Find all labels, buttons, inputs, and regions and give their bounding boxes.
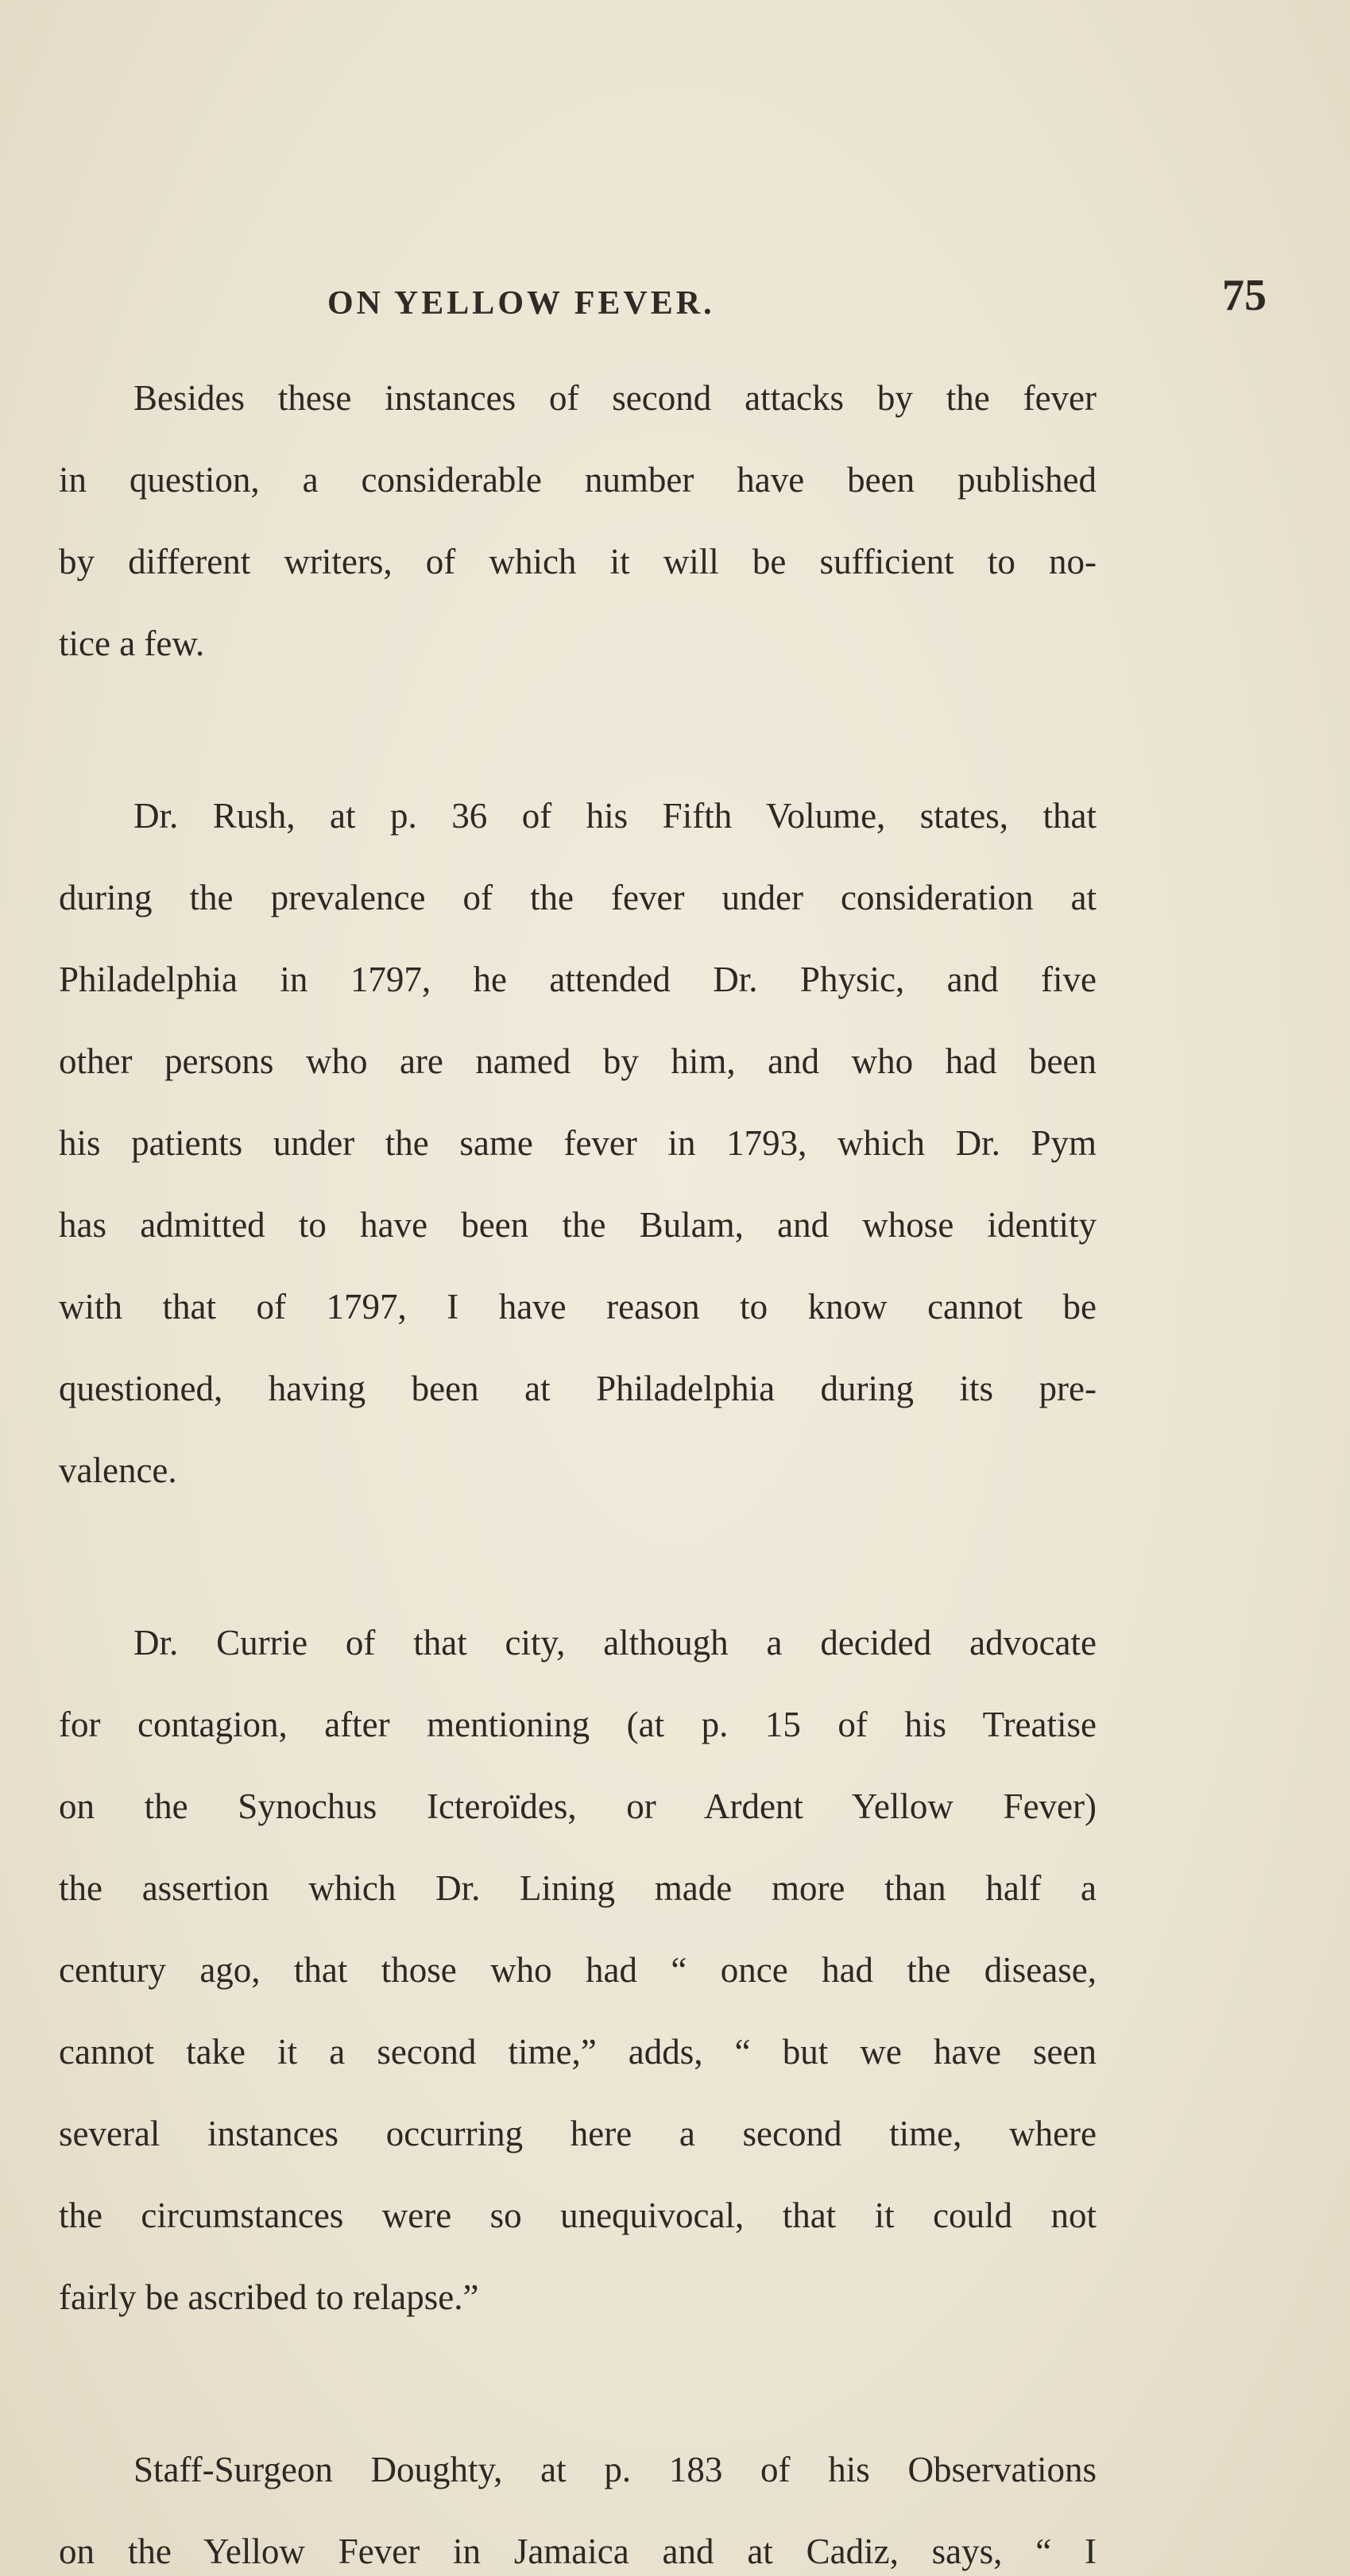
text-line: Dr. Rush, at p. 36 of his Fifth Volume, states, that — [133, 796, 1097, 836]
page-header — [0, 270, 1350, 334]
paragraph-3 — [48, 1602, 1097, 2338]
text-line: on the Synochus Icteroïdes, or Ardent Yellow Fever) — [59, 1786, 1097, 1826]
body-text — [48, 357, 1097, 2576]
text-line: cannot take it a second time,” adds, “ but we have seen — [59, 2032, 1097, 2072]
text-line: with that of 1797, I have reason to know cannot be — [59, 1287, 1097, 1327]
page-number: 75 — [1222, 271, 1267, 320]
text-line: for contagion, after mentioning (at p. 15 of his Treatise — [59, 1705, 1097, 1744]
text-line: the circumstances were so unequivocal, that it could not — [59, 2196, 1097, 2235]
text-line: has admitted to have been the Bulam, and whose identity — [59, 1205, 1097, 1245]
text-line: during the prevalence of the fever under consideration at — [59, 878, 1097, 917]
text-line: on the Yellow Fever in Jamaica and at Cadiz, says, “ I — [59, 2532, 1097, 2571]
paragraph-2 — [48, 775, 1097, 1512]
text-line: the assertion which Dr. Lining made more than half a — [59, 1868, 1097, 1908]
text-line: tice a few. — [59, 624, 205, 663]
text-line: Dr. Currie of that city, although a decided advocate — [133, 1623, 1097, 1663]
text-line: several instances occurring here a second time, where — [59, 2114, 1097, 2153]
text-line: by different writers, of which it will be sufficient to no- — [59, 542, 1097, 581]
text-line: Besides these instances of second attacks by the fever — [133, 378, 1097, 418]
text-line: in question, a considerable number have been published — [59, 460, 1097, 500]
running-title: ON YELLOW FEVER. — [327, 285, 715, 322]
text-line: his patients under the same fever in 1793, which Dr. Pym — [59, 1123, 1097, 1163]
text-line: questioned, having been at Philadelphia during its pre- — [59, 1369, 1097, 1408]
paragraph-1 — [48, 357, 1097, 685]
text-line: fairly be ascribed to relapse.” — [59, 2277, 479, 2317]
text-line: valence. — [59, 1450, 177, 1490]
text-line: Philadelphia in 1797, he attended Dr. Physic, and five — [59, 960, 1097, 999]
paragraph-4 — [48, 2429, 1097, 2576]
text-line: Staff-Surgeon Doughty, at p. 183 of his Observations — [133, 2450, 1097, 2489]
text-line: century ago, that those who had “ once had the disease, — [59, 1950, 1097, 1990]
text-line: other persons who are named by him, and who had been — [59, 1041, 1097, 1081]
